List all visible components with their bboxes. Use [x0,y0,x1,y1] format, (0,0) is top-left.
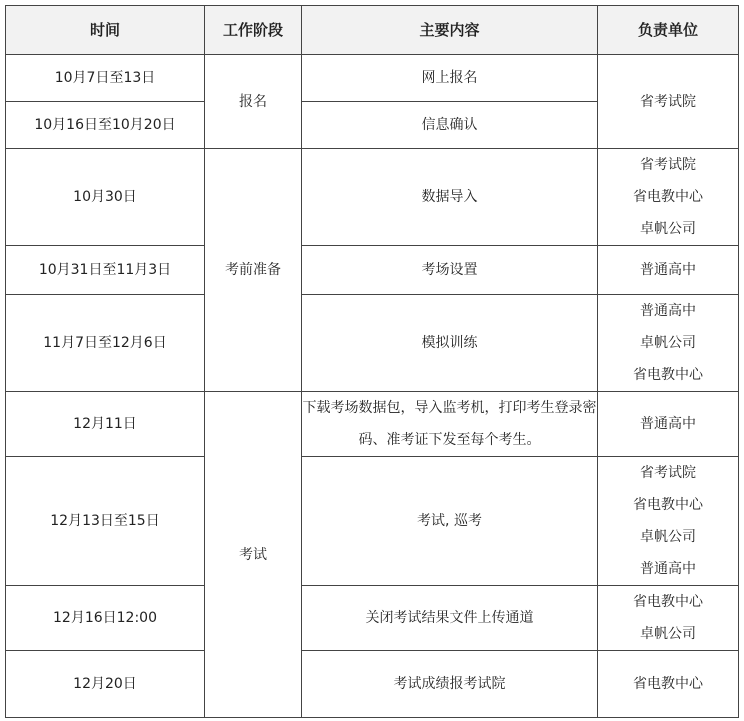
table-row [6,295,739,392]
unit-name: 卓帆公司 [640,335,696,351]
unit-cell [598,149,739,246]
unit-name: 普通高中 [640,303,696,319]
content-cell: 关闭考试结果文件上传通道 [302,586,598,651]
unit-name: 省电教中心 [633,497,703,513]
content-cell: 数据导入 [302,149,598,246]
unit-name: 普通高中 [640,416,696,432]
content-cell: 下载考场数据包，导入监考机，打印考生登录密码、准考证下发至每个考生。 [302,392,598,457]
time-cell: 10月30日 [6,149,205,246]
unit-name: 省电教中心 [633,676,703,692]
content-cell: 考场设置 [302,246,598,295]
unit-name: 普通高中 [640,561,696,577]
time-cell: 10月16日至10月20日 [6,102,205,149]
schedule-table [5,5,739,718]
unit-cell [598,457,739,586]
time-cell: 12月16日12:00 [6,586,205,651]
content-cell: 考试, 巡考 [302,457,598,586]
table-row [6,246,739,295]
unit-cell [598,651,739,718]
header-row [6,6,739,55]
unit-cell [598,392,739,457]
unit-name: 省考试院 [640,157,696,173]
table-row [6,149,739,246]
stage-cell: 报名 [205,55,302,149]
unit-cell [598,246,739,295]
header-unit: 负责单位 [598,6,739,55]
content-cell: 网上报名 [302,55,598,102]
time-cell: 12月11日 [6,392,205,457]
content-cell: 考试成绩报考试院 [302,651,598,718]
unit-name: 卓帆公司 [640,221,696,237]
unit-cell [598,55,739,149]
time-cell: 12月20日 [6,651,205,718]
header-time: 时间 [6,6,205,55]
unit-name: 省电教中心 [633,189,703,205]
header-content: 主要内容 [302,6,598,55]
unit-name: 省考试院 [640,93,696,110]
unit-name: 省电教中心 [633,367,703,383]
content-cell: 模拟训练 [302,295,598,392]
time-cell: 11月7日至12月6日 [6,295,205,392]
table-row [6,586,739,651]
stage-cell: 考试 [205,392,302,718]
unit-name: 普通高中 [640,262,696,278]
table-row [6,457,739,586]
table-row [6,55,739,102]
time-cell: 10月7日至13日 [6,55,205,102]
unit-cell [598,586,739,651]
table-row [6,392,739,457]
time-cell: 12月13日至15日 [6,457,205,586]
time-cell: 10月31日至11月3日 [6,246,205,295]
stage-cell: 考前准备 [205,149,302,392]
unit-name: 省电教中心 [633,594,703,610]
header-stage: 工作阶段 [205,6,302,55]
unit-name: 卓帆公司 [640,626,696,642]
unit-name: 省考试院 [640,465,696,481]
unit-cell [598,295,739,392]
unit-name: 卓帆公司 [640,529,696,545]
table-row [6,651,739,718]
content-cell: 信息确认 [302,102,598,149]
